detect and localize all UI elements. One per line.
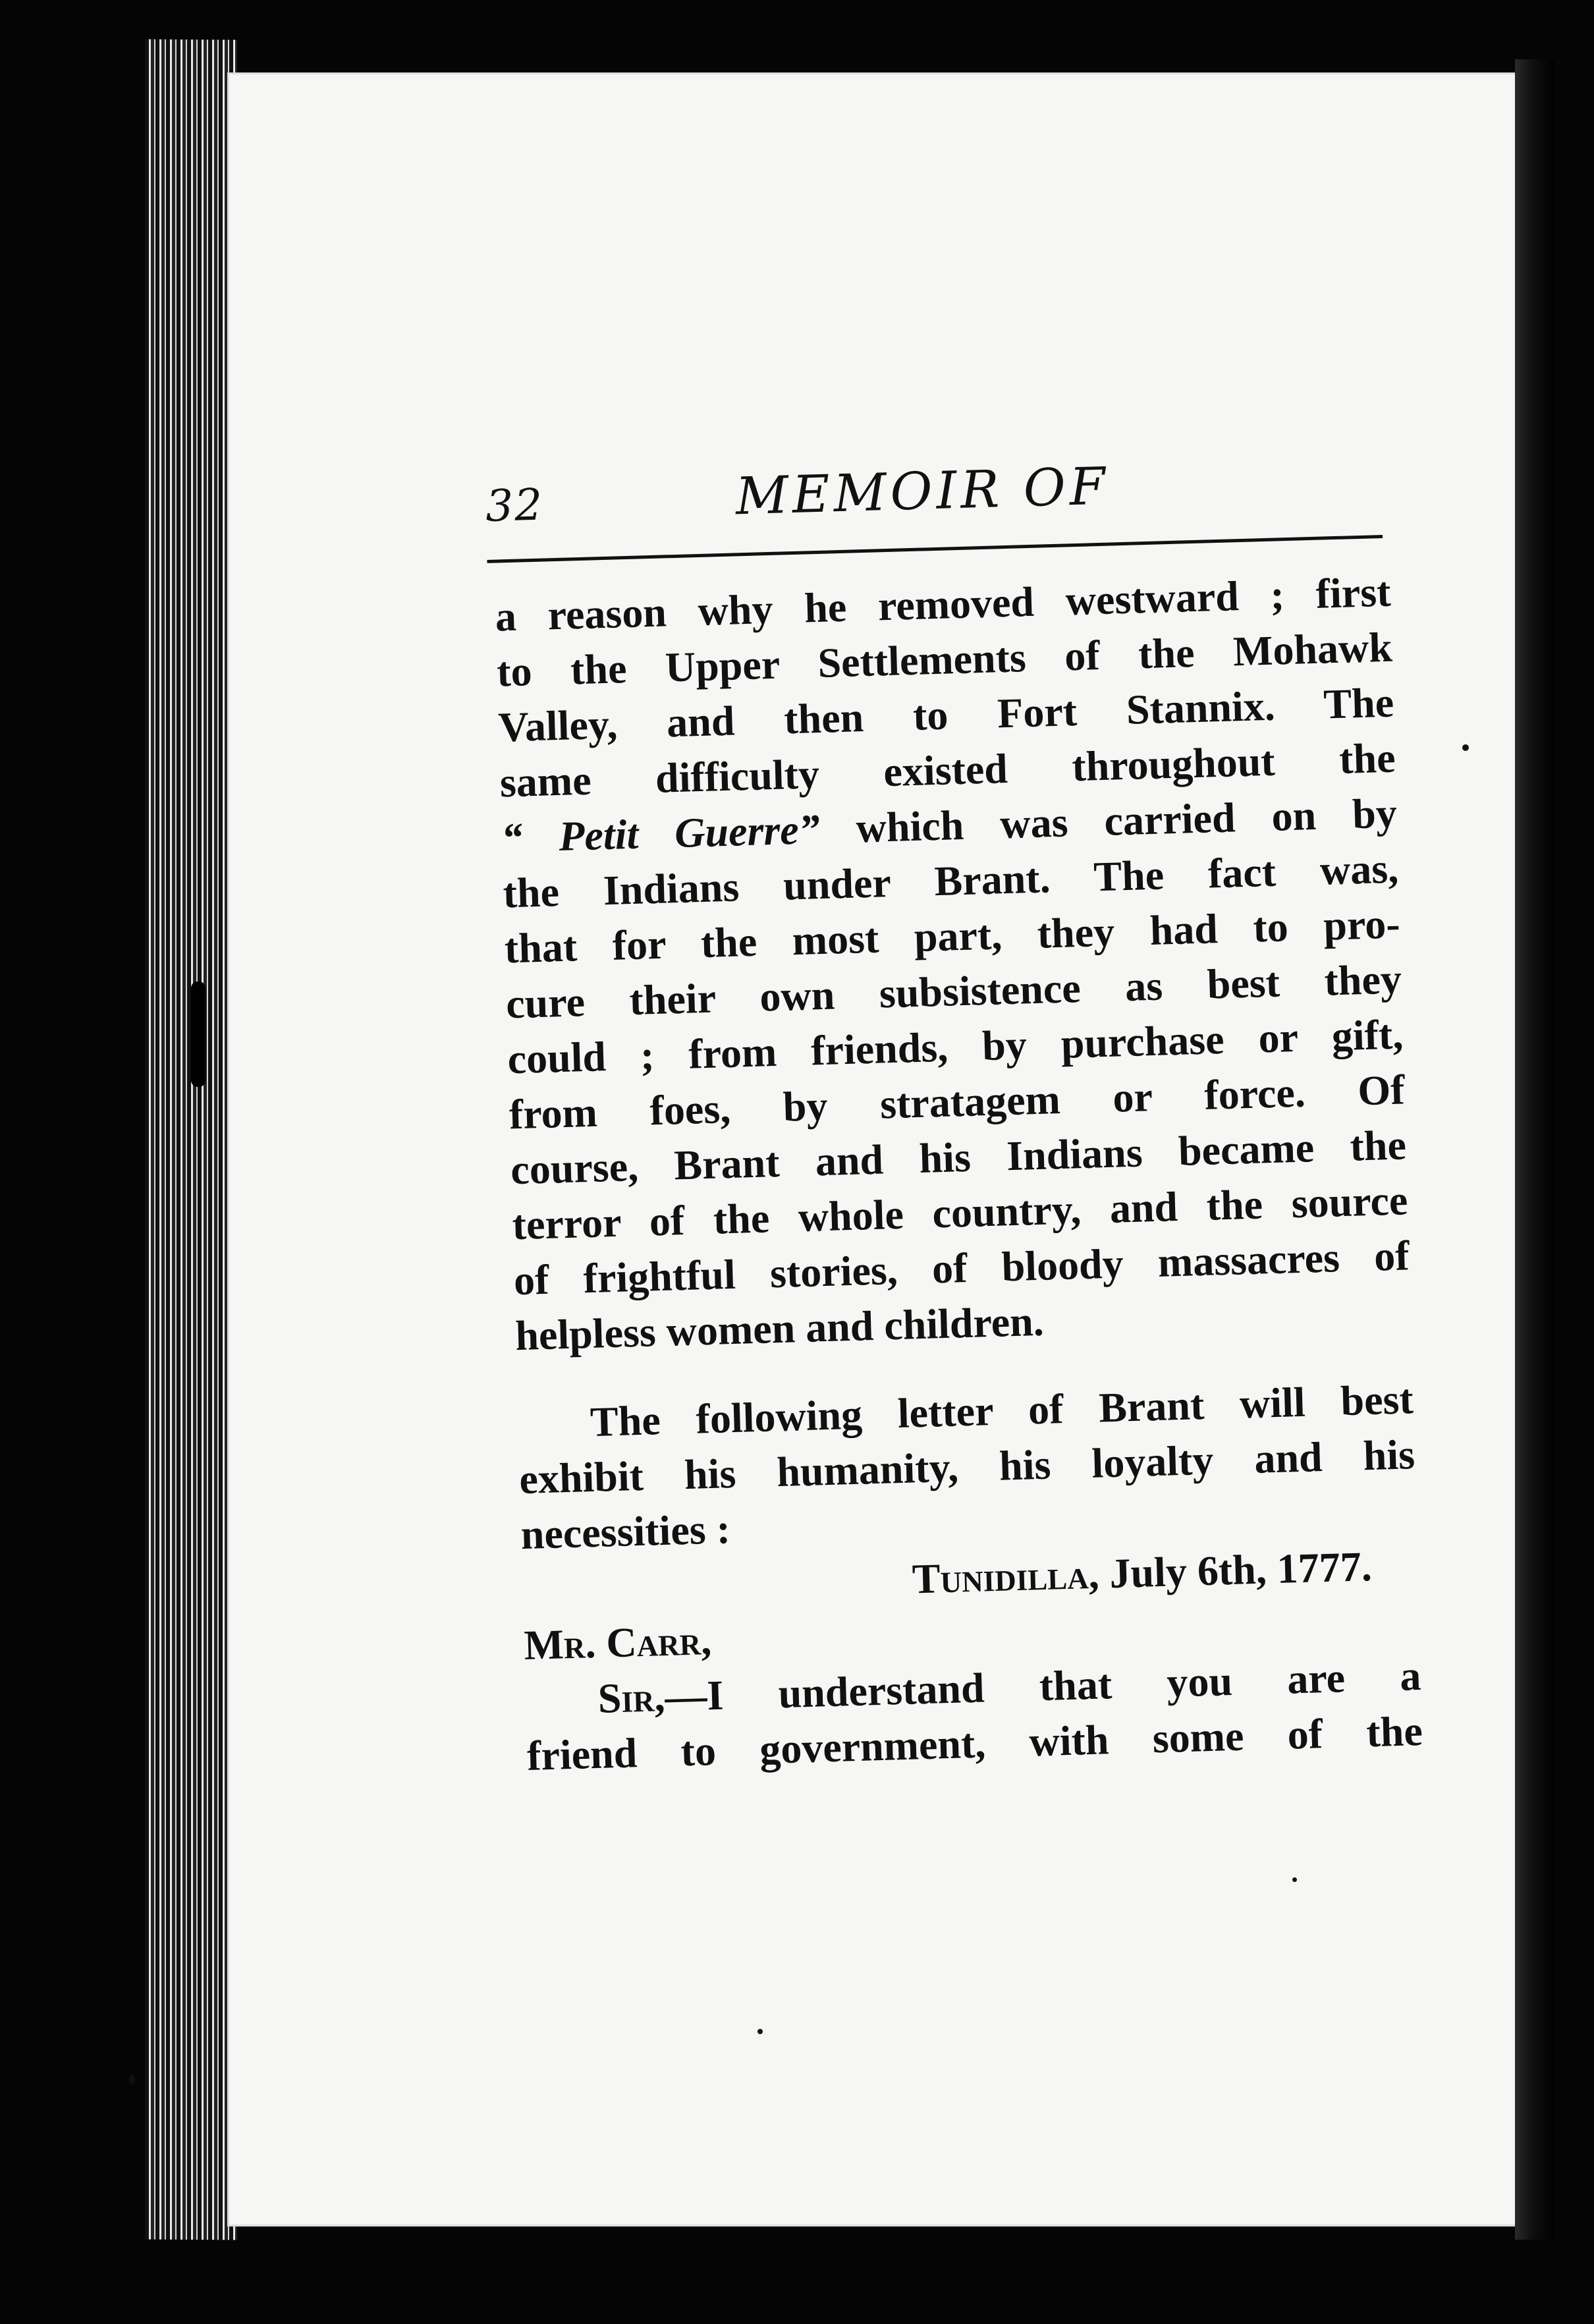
- text-line: Valley, and then to Fort Stannix. The: [497, 678, 1395, 751]
- petit-guerre-phrase: “ Petit Guerre”: [501, 806, 821, 862]
- scan-speck: [129, 2075, 135, 2084]
- text-line: to the Upper Settlements of the Mohawk: [496, 623, 1393, 696]
- text-line: terror of the whole country, and the source: [511, 1176, 1409, 1249]
- text-line: that for the most part, they had to pro-: [503, 900, 1401, 972]
- text-line: the Indians under Brant. The fact was,: [502, 844, 1400, 917]
- letter-place: Tunidilla: [911, 1551, 1089, 1603]
- header-rule: [487, 535, 1383, 563]
- addressee-suffix: ,: [700, 1617, 712, 1664]
- text-line: necessities :: [520, 1505, 731, 1559]
- text-line: of frightful stories, of bloody massacres of: [513, 1232, 1410, 1304]
- letter-greeting: Sir: [597, 1673, 655, 1722]
- body-text: [495, 565, 1423, 1784]
- text-line: exhibit his humanity, his loyalty and his: [518, 1431, 1415, 1503]
- text-line: helpless women and children.: [514, 1297, 1045, 1360]
- letter-date: , July 6th, 1777.: [1087, 1543, 1373, 1598]
- page-right-shadow: [1515, 59, 1554, 2240]
- scan-speck: [1292, 1877, 1297, 1882]
- addressee-name: Mr. Carr: [523, 1617, 702, 1669]
- text-line: from foes, by stratagem or force. Of: [508, 1066, 1406, 1138]
- book-page-edges: [145, 40, 237, 2240]
- binding-mark: [191, 982, 206, 1087]
- scan-speck: [757, 2029, 763, 2034]
- text-line: could ; from friends, by purchase or gift,: [507, 1010, 1404, 1083]
- text-line: a reason why he removed westward ; first: [494, 568, 1392, 640]
- text-line: The following letter of Brant will best: [590, 1375, 1414, 1446]
- text-line: cure their own subsistence as best they: [505, 955, 1402, 1028]
- text-line: same difficulty existed throughout the: [499, 734, 1396, 806]
- letter-opening-text: ,—I understand that you are a: [653, 1652, 1422, 1721]
- page-number: 32: [485, 479, 545, 532]
- text-line: course, Brant and his Indians became the: [510, 1121, 1407, 1194]
- page-content: [484, 428, 1466, 1903]
- running-head: MEMOIR OF: [734, 456, 1111, 527]
- letter-opening-line: friend to government, with some of the: [526, 1707, 1423, 1779]
- scan-speck: [1462, 744, 1469, 751]
- text-fragment: which was carried on by: [855, 789, 1398, 852]
